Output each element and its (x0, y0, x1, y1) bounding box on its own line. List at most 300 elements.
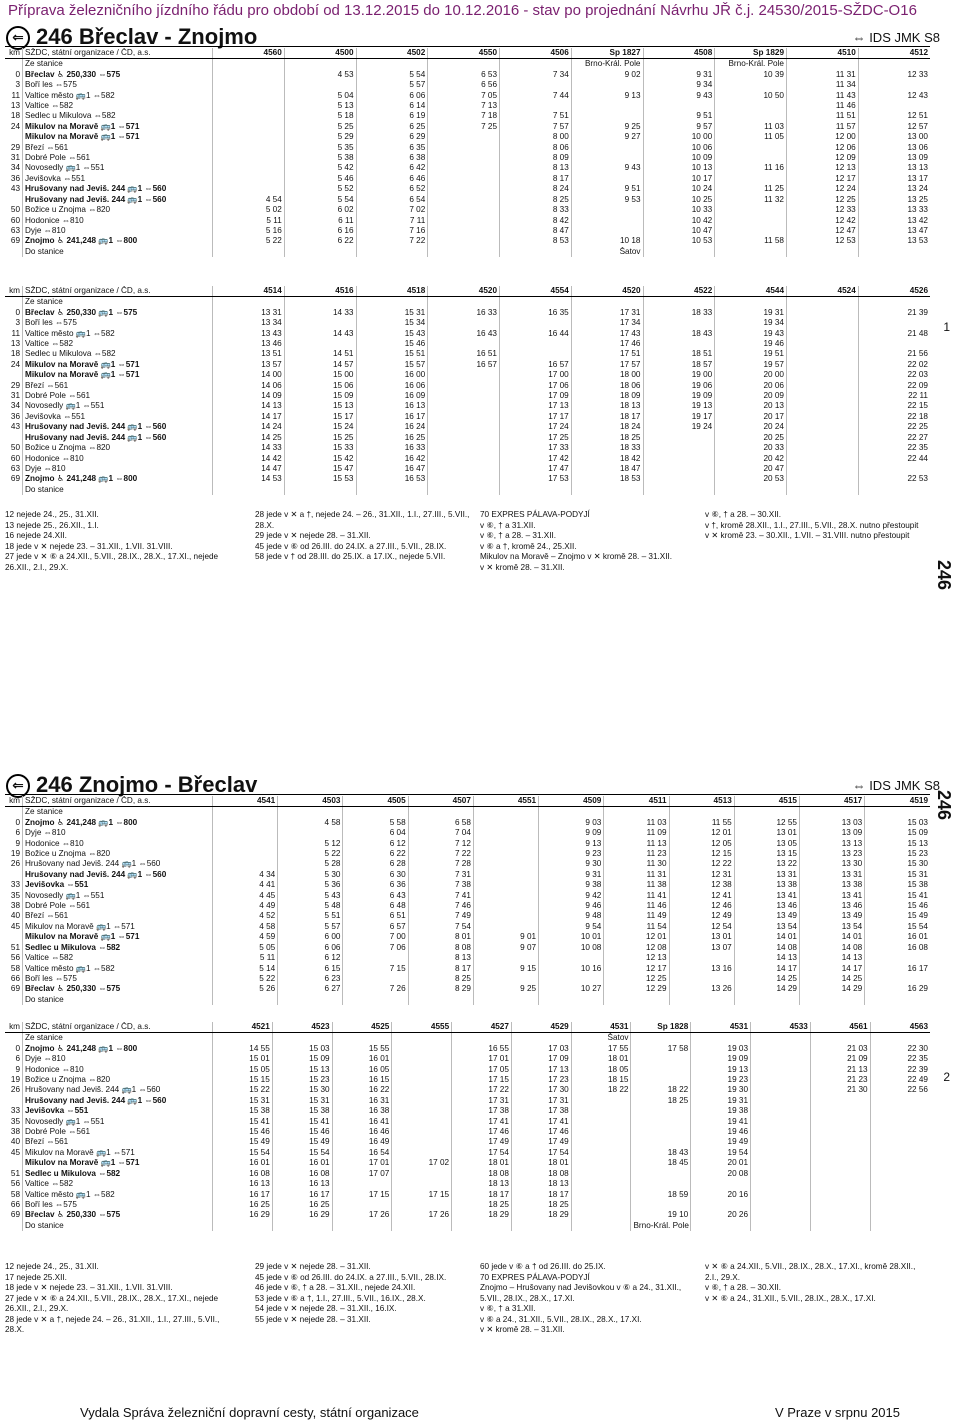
time-cell (272, 1221, 332, 1231)
time-cell (272, 1033, 332, 1044)
time-cell: 20 24 (715, 422, 787, 432)
time-cell: 6 04 (343, 828, 408, 838)
train-number: 4517 (799, 796, 864, 807)
time-cell: 20 16 (691, 1190, 751, 1200)
time-cell: 12 47 (787, 226, 859, 236)
footnote-line: 28 jede v ✕ a †, nejede 24. – 26., 31.XII., 1.I., 27.III., 5.VII., 28.X. (5, 1314, 220, 1334)
time-cell: 22 35 (858, 443, 930, 453)
time-cell: 11 03 (715, 122, 787, 132)
table-row (5, 839, 930, 849)
time-cell: 22 53 (858, 474, 930, 484)
time-cell: 12 06 (787, 143, 859, 153)
time-cell (213, 174, 285, 184)
time-cell: 8 13 (500, 163, 572, 173)
time-cell (751, 1148, 811, 1158)
time-cell: 6 54 (356, 195, 428, 205)
time-cell (392, 1200, 452, 1210)
time-cell: 13 46 (799, 901, 864, 911)
time-cell: 19 23 (691, 1075, 751, 1085)
time-cell: 17 57 (571, 360, 643, 370)
train-number: 4555 (392, 1022, 452, 1033)
time-cell: 18 09 (571, 391, 643, 401)
station-name: Břeclav ♿ 250,330 ⇔575 (23, 70, 213, 80)
time-cell: 5 42 (284, 163, 356, 173)
timetable-block (5, 286, 930, 495)
table-row (5, 807, 930, 818)
time-cell: 18 13 (452, 1179, 512, 1189)
station-name: Ze stanice (23, 297, 213, 308)
station-name: Božice u Znojma ⇔820 (23, 1075, 213, 1085)
time-cell: 16 25 (272, 1200, 332, 1210)
km-cell: 26 (10, 859, 20, 869)
time-cell: 21 48 (858, 329, 930, 339)
time-cell (473, 839, 538, 849)
km-cell (5, 485, 23, 495)
time-cell: 12 33 (787, 205, 859, 215)
time-cell: 20 17 (715, 412, 787, 422)
time-cell (810, 1200, 870, 1210)
table-row (5, 1106, 930, 1116)
time-cell: 18 25 (511, 1200, 571, 1210)
time-cell (392, 1033, 452, 1044)
time-cell: 18 53 (571, 474, 643, 484)
time-cell (751, 1169, 811, 1179)
time-cell (428, 422, 500, 432)
table-row (5, 216, 930, 226)
time-cell: 8 47 (500, 226, 572, 236)
table-row (5, 1148, 930, 1158)
km-cell: 69 (10, 236, 20, 246)
time-cell: 5 29 (284, 132, 356, 142)
time-cell: 13 34 (213, 318, 285, 328)
time-cell (356, 485, 428, 495)
time-cell: 22 02 (858, 360, 930, 370)
time-cell: 18 51 (643, 349, 715, 359)
time-cell: 16 25 (213, 1200, 273, 1210)
station-name: Valtice město 🚌1 ⇔582 (23, 1190, 213, 1200)
table-row (5, 59, 930, 70)
station-name: Dyje ⇔810 (23, 828, 213, 838)
time-cell: 17 54 (511, 1148, 571, 1158)
time-cell: 17 53 (500, 474, 572, 484)
time-cell: 17 31 (571, 308, 643, 318)
time-cell: 9 23 (539, 849, 604, 859)
time-cell (631, 1200, 691, 1210)
time-cell (392, 1085, 452, 1095)
time-cell (870, 1096, 930, 1106)
time-cell: 12 05 (669, 839, 734, 849)
time-cell: 14 42 (213, 454, 285, 464)
time-cell: 13 16 (669, 964, 734, 974)
time-cell (715, 101, 787, 111)
time-cell: 6 30 (343, 870, 408, 880)
km-cell (5, 1033, 23, 1044)
time-cell: 5 04 (284, 91, 356, 101)
train-number: 4531 (691, 1022, 751, 1033)
time-cell: 8 01 (408, 932, 473, 942)
time-cell (571, 1221, 631, 1231)
km-cell: 40 (10, 1137, 20, 1147)
table-row (5, 226, 930, 236)
time-cell (428, 297, 500, 308)
footnote-line: 17 nejede 25.XII. (5, 1272, 67, 1282)
time-cell (643, 464, 715, 474)
time-cell: 18 01 (571, 1054, 631, 1064)
time-cell: 5 48 (278, 901, 343, 911)
divider (5, 794, 930, 795)
time-cell: 9 31 (539, 870, 604, 880)
time-cell: 8 25 (500, 195, 572, 205)
time-cell: 7 22 (408, 849, 473, 859)
time-cell: 15 49 (865, 911, 930, 921)
station-name: Hrušovany nad Jeviš. 244 🚌1 ⇔560 (23, 870, 213, 880)
time-cell (571, 1200, 631, 1210)
time-cell (571, 1127, 631, 1137)
time-cell (751, 1158, 811, 1168)
time-cell: 14 33 (284, 308, 356, 318)
time-cell: 17 03 (511, 1044, 571, 1054)
time-cell: 17 41 (452, 1117, 512, 1127)
time-cell (511, 1033, 571, 1044)
time-cell (392, 1127, 452, 1137)
time-cell (408, 807, 473, 818)
page-number: 2 (943, 1070, 950, 1084)
km-cell: 18 (10, 111, 20, 121)
time-cell (571, 485, 643, 495)
table-row (5, 412, 930, 422)
station-name: Do stanice (23, 995, 213, 1005)
time-cell (500, 297, 572, 308)
km-cell: 29 (10, 142, 20, 152)
footnote-line: v ⑥, † a 31.XII. (480, 1304, 536, 1313)
time-cell: 18 05 (571, 1065, 631, 1075)
time-cell: 18 22 (631, 1085, 691, 1095)
time-cell (539, 953, 604, 963)
table-row (5, 184, 930, 194)
time-cell (571, 143, 643, 153)
time-cell: 13 46 (734, 901, 799, 911)
time-cell: 13 46 (213, 339, 285, 349)
time-cell: 16 01 (332, 1054, 392, 1064)
time-cell: 16 29 (865, 984, 930, 994)
time-cell: 7 02 (356, 205, 428, 215)
time-cell: 13 00 (858, 132, 930, 142)
time-cell: 17 05 (452, 1065, 512, 1075)
time-cell: 10 53 (643, 236, 715, 246)
section-title-text: 246 Znojmo - Břeclav (36, 772, 258, 797)
km-cell: 6 (15, 1054, 20, 1064)
time-cell (500, 349, 572, 359)
time-cell (473, 807, 538, 818)
time-cell: 9 34 (643, 80, 715, 90)
station-name: Jevišovka ⇔551 (23, 412, 213, 422)
time-cell (500, 247, 572, 257)
footnote-line: Mikulov na Moravě – Znojmo v ✕ kromě 28. – 31.XII. (480, 552, 673, 561)
time-cell: 10 01 (539, 932, 604, 942)
time-cell: 7 46 (408, 901, 473, 911)
time-cell (213, 80, 285, 90)
time-cell: 15 09 (272, 1054, 332, 1064)
time-cell: 9 46 (539, 901, 604, 911)
time-cell: 15 54 (213, 1148, 273, 1158)
time-cell: 10 17 (643, 174, 715, 184)
time-cell: 6 43 (343, 891, 408, 901)
time-cell (751, 1210, 811, 1220)
footnote-line: 70 EXPRES PÁLAVA-PODYJÍ (480, 510, 590, 519)
time-cell: 15 46 (356, 339, 428, 349)
train-number: Sp 1827 (571, 48, 643, 59)
station-name: Božice u Znojma ⇔820 (23, 205, 213, 215)
km-cell: 66 (10, 1199, 20, 1209)
time-cell: 16 43 (428, 329, 500, 339)
time-cell (428, 464, 500, 474)
time-cell: 11 57 (787, 122, 859, 132)
time-cell: 6 53 (428, 70, 500, 80)
time-cell: 9 13 (539, 839, 604, 849)
train-number: 4541 (213, 796, 278, 807)
time-cell: 15 53 (284, 474, 356, 484)
time-cell: 13 09 (858, 153, 930, 163)
km-header: km (5, 796, 23, 807)
time-cell (631, 1106, 691, 1116)
time-cell: 6 57 (343, 922, 408, 932)
time-cell (751, 1190, 811, 1200)
time-cell (284, 339, 356, 349)
time-cell: 17 51 (571, 349, 643, 359)
time-cell: 15 09 (284, 391, 356, 401)
time-cell: 12 17 (787, 174, 859, 184)
time-cell: 11 13 (604, 839, 669, 849)
station-name: Hrušovany nad Jeviš. 244 🚌1 ⇔560 (23, 184, 213, 194)
timetable-block (5, 796, 930, 1005)
time-cell: 18 25 (631, 1096, 691, 1106)
time-cell (428, 474, 500, 484)
time-cell: 16 38 (332, 1106, 392, 1116)
time-cell (428, 401, 500, 411)
time-cell (787, 308, 859, 318)
time-cell (473, 891, 538, 901)
footnote-line: v ✕ kromě 23. – 30.XII., 1.VII. – 31.VIII. nutno přestoupit (705, 531, 910, 540)
time-cell: 17 58 (631, 1044, 691, 1054)
time-cell: 14 25 (734, 974, 799, 984)
station-name: Dyje ⇔810 (23, 464, 213, 474)
time-cell (571, 1148, 631, 1158)
station-name: Hrušovany nad Jeviš. 244 🚌1 ⇔560 (23, 195, 213, 205)
train-number: 4514 (213, 286, 285, 297)
time-cell: 7 38 (408, 880, 473, 890)
time-cell (715, 80, 787, 90)
time-cell (631, 1117, 691, 1127)
time-cell (213, 995, 278, 1005)
time-cell: 19 31 (691, 1096, 751, 1106)
time-cell: 10 27 (539, 984, 604, 994)
time-cell (810, 1169, 870, 1179)
time-cell: 14 55 (213, 1044, 273, 1054)
time-cell: 14 43 (284, 329, 356, 339)
train-number: 4506 (500, 48, 572, 59)
time-cell: 18 33 (571, 443, 643, 453)
time-cell: 16 00 (356, 370, 428, 380)
time-cell: 8 25 (408, 974, 473, 984)
time-cell: 4 58 (213, 922, 278, 932)
time-cell (428, 195, 500, 205)
km-cell (5, 433, 23, 443)
time-cell: 7 44 (500, 91, 572, 101)
km-cell: 69 (10, 1210, 20, 1220)
station-name: Ze stanice (23, 807, 213, 818)
footnote-column (705, 1262, 925, 1304)
time-cell: 8 09 (500, 153, 572, 163)
footer (80, 1405, 900, 1420)
time-cell (343, 953, 408, 963)
km-cell: 51 (10, 942, 20, 952)
km-cell: 9 (15, 838, 20, 848)
time-cell: 15 41 (272, 1117, 332, 1127)
time-cell (213, 70, 285, 80)
train-number: 4519 (865, 796, 930, 807)
table-row (5, 1085, 930, 1095)
time-cell: 5 54 (284, 195, 356, 205)
time-cell (428, 153, 500, 163)
km-header: km (5, 286, 23, 297)
time-cell: 17 15 (452, 1075, 512, 1085)
km-cell (5, 195, 23, 205)
time-cell (392, 1137, 452, 1147)
time-cell (787, 401, 859, 411)
time-cell: 13 05 (734, 839, 799, 849)
time-cell (356, 297, 428, 308)
km-cell: 38 (10, 901, 20, 911)
operator-label: SŽDC, státní organizace / ČD, a.s. (23, 48, 213, 59)
time-cell: 15 38 (213, 1106, 273, 1116)
time-cell (473, 901, 538, 911)
train-number: 4550 (428, 48, 500, 59)
time-cell: 10 00 (643, 132, 715, 142)
time-cell: 13 53 (858, 236, 930, 246)
footnote-line: v ⑥ a †, kromě 24., 25.XII. (480, 541, 577, 551)
train-number: 4523 (272, 1022, 332, 1033)
time-cell: 12 01 (604, 932, 669, 942)
time-cell (428, 339, 500, 349)
time-cell (500, 80, 572, 90)
footnote-line: v ✕ kromě 28. – 31.XII. (480, 1325, 565, 1334)
time-cell: 15 57 (356, 360, 428, 370)
time-cell: 13 47 (858, 226, 930, 236)
time-cell: 6 46 (356, 174, 428, 184)
time-cell: 14 06 (213, 381, 285, 391)
time-cell: 16 33 (356, 443, 428, 453)
time-cell: 20 26 (691, 1210, 751, 1220)
km-cell: 6 (15, 828, 20, 838)
time-cell: 18 29 (511, 1210, 571, 1220)
table-row (5, 360, 930, 370)
time-cell: 15 31 (356, 308, 428, 318)
time-cell: 18 22 (571, 1085, 631, 1095)
time-cell (631, 1054, 691, 1064)
time-cell: 13 03 (799, 818, 864, 828)
time-cell (787, 381, 859, 391)
time-cell (858, 80, 930, 90)
time-cell: 19 00 (643, 370, 715, 380)
time-cell: 18 15 (571, 1075, 631, 1085)
station-name: Břeclav ♿ 250,330 🚌1 ⇔575 (23, 308, 213, 318)
time-cell: 8 08 (408, 943, 473, 953)
table-row (5, 205, 930, 215)
time-cell: 12 51 (858, 111, 930, 121)
time-cell (858, 485, 930, 495)
time-cell: 15 23 (865, 849, 930, 859)
time-cell: 13 31 (734, 870, 799, 880)
time-cell (213, 1033, 273, 1044)
time-cell (715, 153, 787, 163)
time-cell: 18 01 (511, 1158, 571, 1168)
station-name: Novosedly 🚌1 ⇔551 (23, 401, 213, 411)
time-cell (810, 1137, 870, 1147)
time-cell: 19 09 (643, 391, 715, 401)
time-cell (715, 226, 787, 236)
time-cell: 11 23 (604, 849, 669, 859)
time-cell: 6 16 (284, 226, 356, 236)
time-cell (631, 1179, 691, 1189)
time-cell: 15 03 (272, 1044, 332, 1054)
time-cell: 13 13 (858, 163, 930, 173)
time-cell (810, 1148, 870, 1158)
station-name: Sedlec u Mikulova ⇔582 (23, 111, 213, 121)
station-name: Jevišovka ⇔551 (23, 880, 213, 890)
train-number: 4510 (787, 48, 859, 59)
timetable-block (5, 48, 930, 257)
table-row (5, 1033, 930, 1044)
time-cell: 6 35 (356, 143, 428, 153)
train-number: 4561 (810, 1022, 870, 1033)
station-name: Dobré Pole ⇔561 (23, 153, 213, 163)
km-cell: 0 (15, 69, 20, 79)
time-cell (571, 216, 643, 226)
time-cell: 10 13 (643, 163, 715, 173)
time-cell: 16 55 (452, 1044, 512, 1054)
time-cell: 11 49 (604, 911, 669, 921)
time-cell (604, 807, 669, 818)
time-cell: 5 54 (356, 70, 428, 80)
table-row (5, 153, 930, 163)
km-cell: 11 (11, 328, 20, 338)
time-cell: 17 00 (500, 370, 572, 380)
time-cell: 14 24 (213, 422, 285, 432)
time-cell: 16 13 (272, 1179, 332, 1189)
time-cell: 13 41 (734, 891, 799, 901)
time-cell: 5 36 (278, 880, 343, 890)
time-cell: 5 13 (284, 101, 356, 111)
time-cell: 13 54 (734, 922, 799, 932)
time-cell: 17 26 (392, 1210, 452, 1220)
time-cell: 8 29 (408, 984, 473, 994)
km-cell: 60 (10, 453, 20, 463)
time-cell: Šatov (571, 247, 643, 257)
time-cell: 10 09 (643, 153, 715, 163)
time-cell (571, 1210, 631, 1220)
time-cell: 9 48 (539, 911, 604, 921)
time-cell (751, 1106, 811, 1116)
time-cell (751, 1054, 811, 1064)
time-cell: 6 42 (356, 163, 428, 173)
time-cell: 9 43 (643, 91, 715, 101)
station-name: Břeclav ♿ 250,330 ⇔575 (23, 984, 213, 994)
time-cell: 9 51 (643, 111, 715, 121)
time-cell: 16 49 (332, 1137, 392, 1147)
footnote-line: 45 jede v ⑥ od 26.III. do 24.IX. a 27.III., 5.VII., 28.IX. (255, 541, 447, 551)
time-cell (751, 1033, 811, 1044)
time-cell: 6 06 (278, 943, 343, 953)
